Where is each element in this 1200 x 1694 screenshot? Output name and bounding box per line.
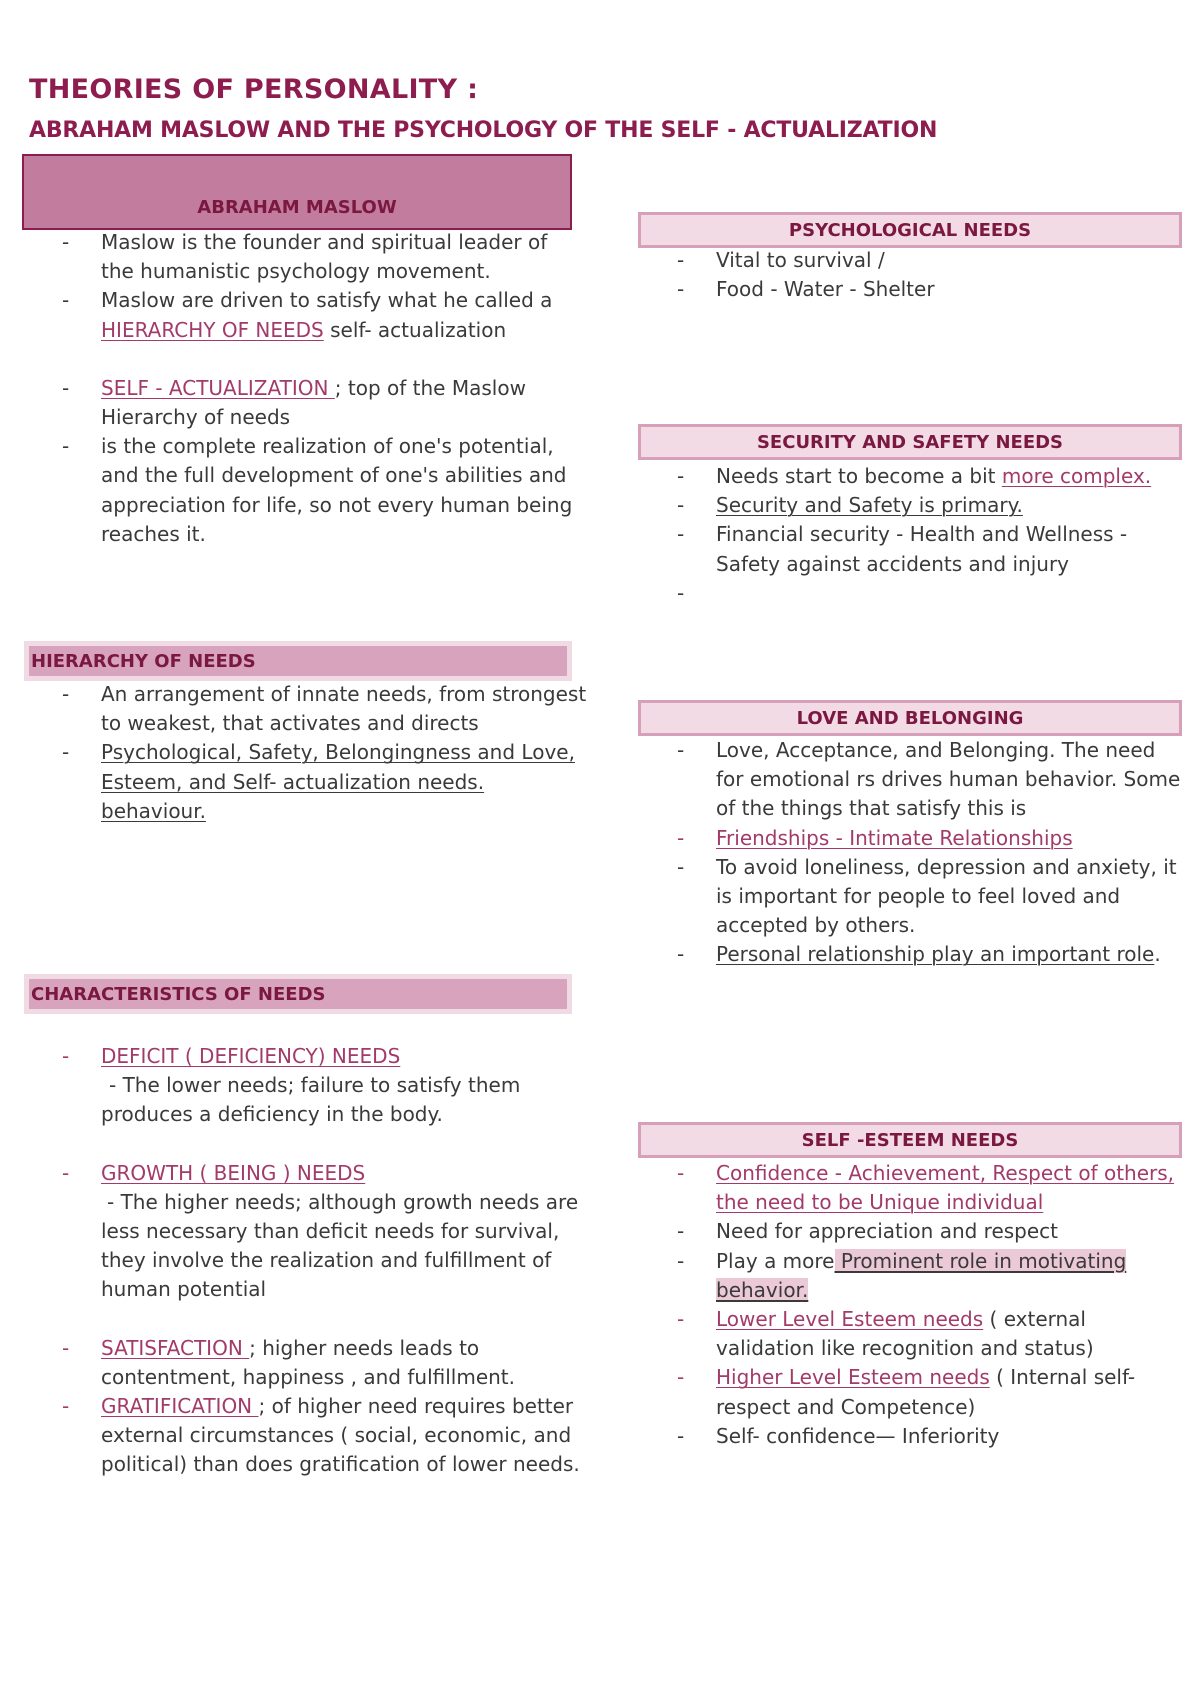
list-item: - Personal relationship play an important role.: [677, 940, 1182, 969]
list-item: - Vital to survival /: [677, 246, 1182, 275]
higher-level-esteem-link: Higher Level Esteem needs: [716, 1365, 990, 1390]
list-item: - Food - Water - Shelter: [677, 275, 1182, 304]
characteristics-of-needs-header: CHARACTERISTICS OF NEEDS: [24, 974, 572, 1014]
list-item: - is the complete realization of one's potential, and the full development of one's abilities and appreciation for life, so not every human being reaches it.: [62, 432, 582, 549]
friendships-link: Friendships - Intimate Relationships: [716, 825, 1073, 850]
list-item: - Psychological, Safety, Belongingness and Love, Esteem, and Self- actualization needs. behaviour.: [62, 738, 592, 826]
lower-level-esteem-link: Lower Level Esteem needs: [716, 1307, 984, 1332]
list-item: - Financial security - Health and Wellness - Safety against accidents and injury: [677, 520, 1182, 578]
hierarchy-of-needs-list: [62, 680, 592, 826]
document-subtitle: ABRAHAM MASLOW AND THE PSYCHOLOGY OF THE SELF - ACTUALIZATION: [29, 118, 938, 143]
list-item: - Lower Level Esteem needs ( external validation like recognition and status): [677, 1305, 1182, 1363]
abraham-maslow-header: ABRAHAM MASLOW: [22, 154, 572, 230]
list-item: - GROWTH ( BEING ) NEEDS - The higher needs; although growth needs are less necessary than deficit needs for survival, they involve the realization and fulfillment of human potential: [62, 1159, 582, 1305]
hierarchy-of-needs-header: HIERARCHY OF NEEDS: [24, 641, 572, 681]
list-item: - GRATIFICATION ; of higher need requires better external circumstances ( social, economic, and political) than does gratification of lower needs.: [62, 1392, 582, 1480]
list-item: - Security and Safety is primary.: [677, 491, 1182, 520]
list-item: - Maslow is the founder and spiritual leader of the humanistic psychology movement.: [62, 228, 582, 286]
list-item: - Need for appreciation and respect: [677, 1217, 1182, 1246]
list-item: - Love, Acceptance, and Belonging. The need for emotional rs drives human behavior. Some of the things that satisfy this is: [677, 736, 1182, 824]
list-item: [677, 824, 1182, 853]
highlighted-text: Prominent role in motivating behavior.: [716, 1248, 1127, 1302]
abraham-maslow-list: [62, 228, 582, 549]
list-item: - DEFICIT ( DEFICIENCY) NEEDS - The lower needs; failure to satisfy them produces a deficiency in the body.: [62, 1042, 582, 1130]
gratification-link: GRATIFICATION: [101, 1394, 259, 1419]
list-item: [677, 1159, 1182, 1217]
more-complex-link: more complex.: [1001, 464, 1152, 488]
list-item: - Play a more Prominent role in motivating behavior.: [677, 1247, 1182, 1305]
confidence-link: Confidence - Achievement, Respect of others, the need to be Unique individual: [716, 1161, 1175, 1215]
psychological-needs-list: [677, 246, 1182, 304]
self-esteem-needs-list: [677, 1159, 1182, 1451]
list-item: - SELF - ACTUALIZATION ; top of the Maslow Hierarchy of needs: [62, 374, 582, 432]
security-safety-needs-list: [677, 462, 1182, 579]
list-item: - Maslow are driven to satisfy what he called a HIERARCHY OF NEEDS self- actualization: [62, 286, 582, 344]
list-item: - To avoid loneliness, depression and anxiety, it is important for people to feel loved and accepted by others.: [677, 853, 1182, 941]
growth-needs-link: GROWTH ( BEING ) NEEDS: [101, 1160, 366, 1185]
deficit-needs-link: DEFICIT ( DEFICIENCY) NEEDS: [101, 1044, 401, 1068]
document-title: THEORIES OF PERSONALITY :: [29, 74, 479, 105]
psychological-needs-header: PSYCHOLOGICAL NEEDS: [638, 212, 1182, 248]
satisfaction-link: SATISFACTION: [101, 1335, 250, 1360]
list-item: - Higher Level Esteem needs ( Internal self- respect and Competence): [677, 1363, 1182, 1421]
love-belonging-list: [677, 736, 1182, 970]
hierarchy-of-needs-link: HIERARCHY OF NEEDS: [101, 317, 324, 342]
self-actualization-link: SELF - ACTUALIZATION: [101, 375, 335, 400]
list-item: - Self- confidence— Inferiority: [677, 1422, 1182, 1451]
self-esteem-needs-header: SELF -ESTEEM NEEDS: [638, 1122, 1182, 1158]
security-safety-needs-header: SECURITY AND SAFETY NEEDS: [638, 424, 1182, 460]
list-item: - An arrangement of innate needs, from strongest to weakest, that activates and directs: [62, 680, 592, 738]
list-item: - Needs start to become a bit more complex.: [677, 462, 1182, 491]
characteristics-of-needs-list: [62, 1042, 582, 1480]
list-item: - SATISFACTION ; higher needs leads to contentment, happiness , and fulfillment.: [62, 1334, 582, 1392]
love-belonging-header: LOVE AND BELONGING: [638, 700, 1182, 736]
